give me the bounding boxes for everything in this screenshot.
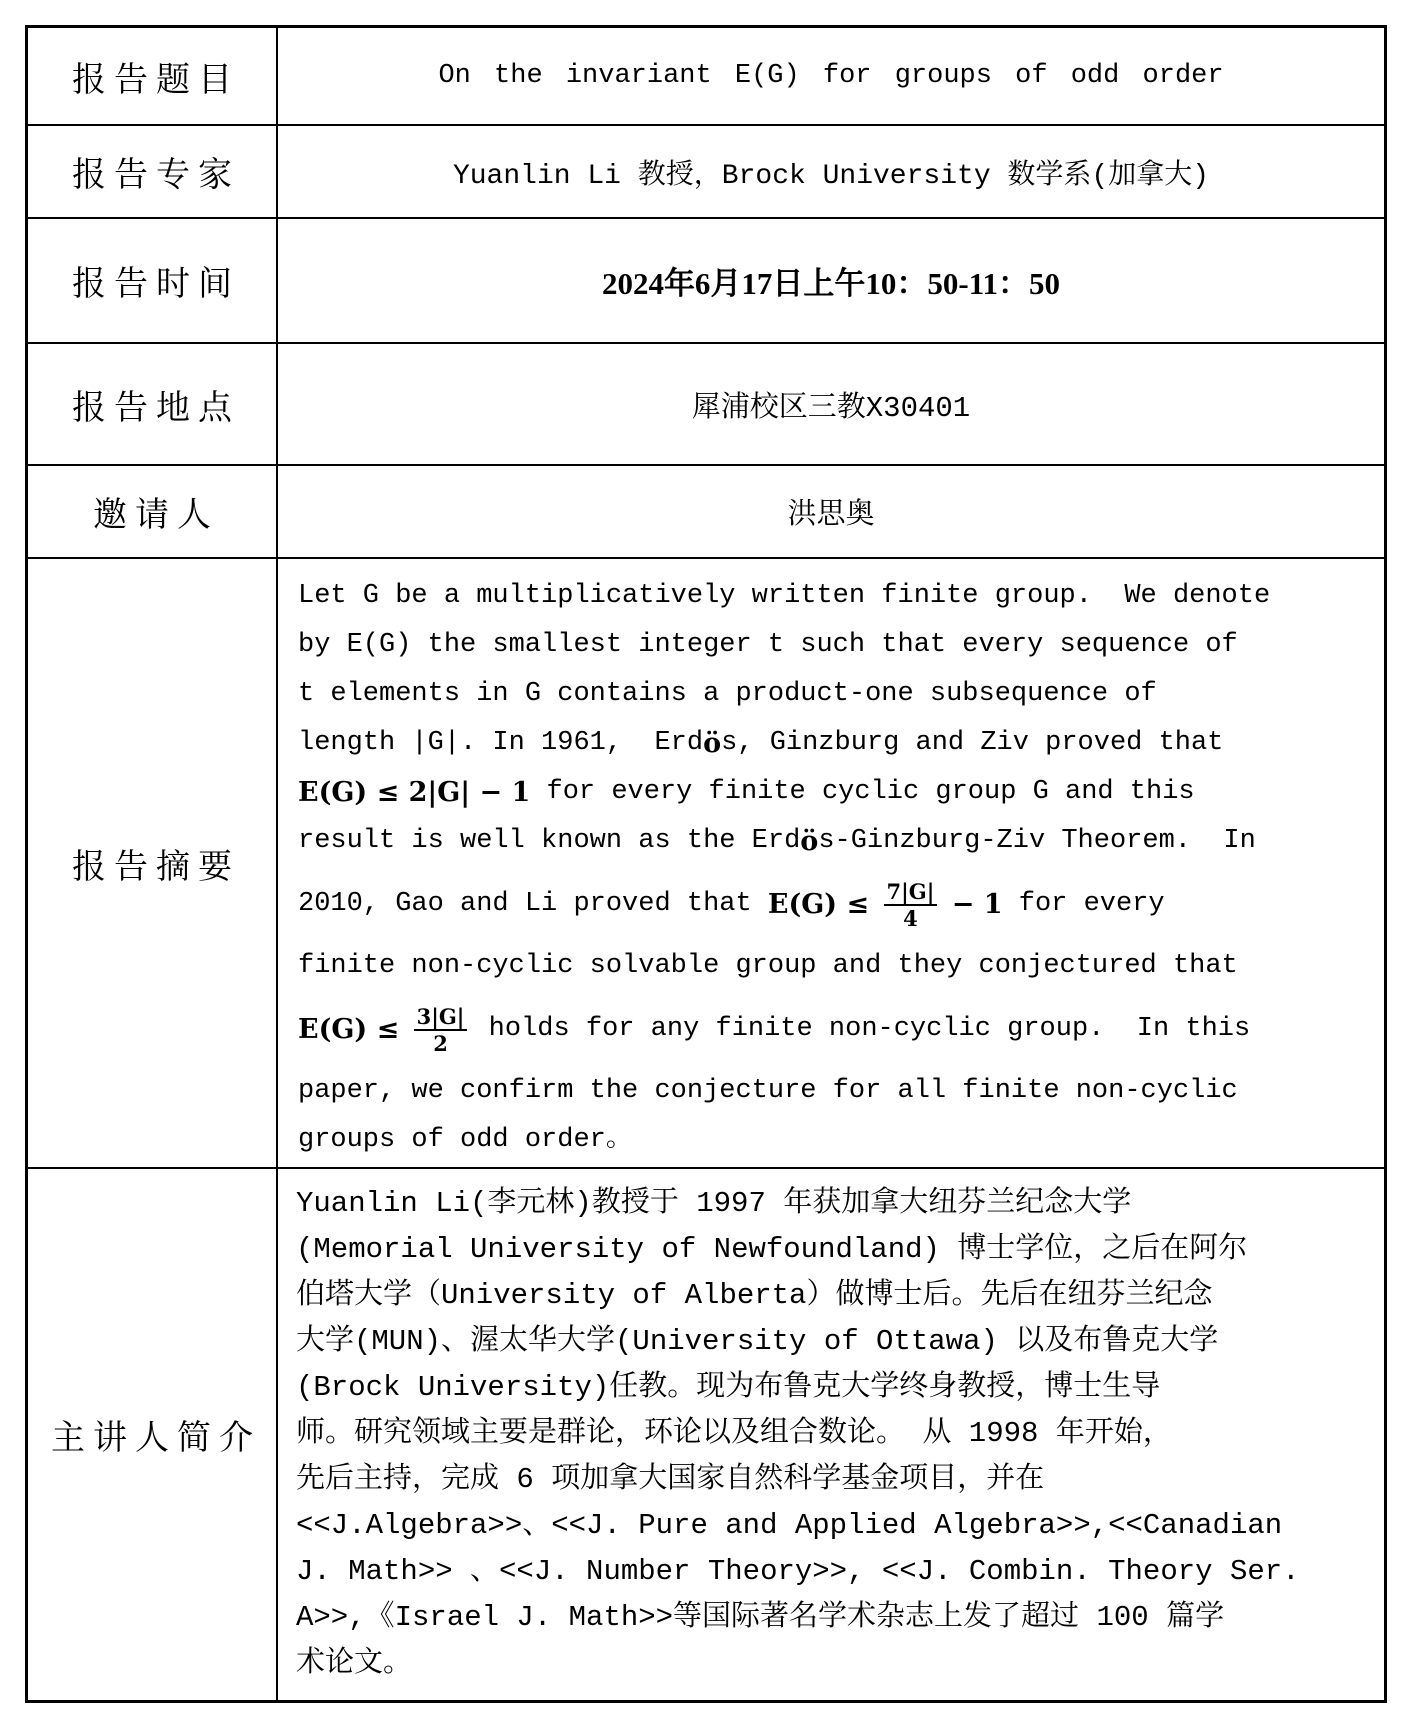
bio-line: A>>,《Israel J. Math>>等国际著名学术杂志上发了超过 100 篇学 [296,1601,1225,1634]
abstract-text: for every finite cyclic group G and this [530,777,1195,807]
abstract-line [298,768,1364,817]
bio-line: Yuanlin Li(李元林)教授于 1997 年获加拿大纽芬兰纪念大学 [296,1187,1132,1220]
math-text: − 1 [942,888,1003,920]
abstract-text: Let G be a multiplicatively written finite group. We denote [298,581,1271,611]
abstract-text: finite non-cyclic solvable group and they conjectured that [298,951,1238,981]
row-label-location: 报告地点 [28,342,278,464]
fraction: $\frac{7|G|}{4}$ [884,879,938,931]
abstract-line [298,866,1364,942]
seminar-table [25,25,1387,1703]
bio-line: (Brock University)任教。现为布鲁克大学终身教授，博士生导 [296,1371,1161,1404]
abstract-line [298,942,1364,991]
math-text: ö [800,826,819,857]
abstract-text: 2010, Gao and Li proved that [298,888,768,919]
math-text: E(G) ≤ [298,1013,409,1045]
bio-line: 大学(MUN)、渥太华大学(University of Ottawa) 以及布鲁克大学 [296,1325,1219,1358]
abstract-line [298,621,1364,670]
abstract-line [298,817,1364,866]
bio-line: (Memorial University of Newfoundland) 博士学位，之后在阿尔 [296,1233,1248,1266]
report-speaker-value: Yuanlin Li 教授，Brock University 数学系(加拿大) [278,124,1384,217]
row-label-title: 报告题目 [28,28,278,124]
abstract-text: s-Ginzburg-Ziv Theorem. In [818,826,1256,856]
abstract-text: t elements in G contains a product-one subsequence of [298,679,1157,709]
abstract-line [298,719,1364,768]
abstract-text: holds for any finite non-cyclic group. In this [472,1013,1251,1044]
bio-line: 术论文。 [296,1647,413,1680]
row-label-abstract: 报告摘要 [28,557,278,1167]
abstract-line [298,991,1364,1067]
report-inviter-value: 洪思奥 [278,464,1384,557]
row-label-speaker: 报告专家 [28,124,278,217]
report-time-value: 2024年6月17日上午10：50-11：50 [278,217,1384,342]
abstract-text: length |G|. In 1961, Erd [298,728,704,758]
bio-line: J. Math>> 、<<J. Number Theory>>, <<J. Combin. Theory Ser. [296,1555,1300,1588]
bio-line: 师。研究领域主要是群论，环论以及组合数论。 从 1998 年开始， [296,1417,1172,1450]
abstract-text: groups of odd order。 [298,1125,633,1155]
abstract-line [298,572,1364,621]
report-title-value: On the invariant E(G) for groups of odd order [438,61,1224,91]
math-text: E(G) ≤ [767,888,879,920]
row-label-time: 报告时间 [28,217,278,342]
bio-line: 先后主持，完成 6 项加拿大国家自然科学基金项目，并在 [296,1463,1045,1496]
bio-line: 伯塔大学（University of Alberta）做博士后。先后在纽芬兰纪念 [296,1279,1213,1312]
math-text: E(G) ≤ 2|G| − 1 [298,777,531,808]
abstract-line [298,1116,1364,1165]
abstract-text: for every [1002,888,1165,919]
bio-lines [278,1167,1384,1700]
abstract-text: s, Ginzburg and Ziv proved that [721,728,1224,758]
abstract-lines [278,557,1384,1167]
row-label-bio: 主讲人简介 [28,1167,278,1700]
fraction: $\frac{3|G|}{2}$ [414,1004,468,1056]
abstract-text: result is well known as the Erd [298,826,801,856]
row-label-inviter: 邀请人 [28,464,278,557]
abstract-text: by E(G) the smallest integer t such that every sequence of [298,630,1238,660]
abstract-text: paper, we confirm the conjecture for all finite non-cyclic [298,1076,1238,1106]
math-text: ö [703,728,722,759]
abstract-line [298,1067,1364,1116]
bio-line: <<J.Algebra>>、<<J. Pure and Applied Algebra>>,<<Canadian [296,1509,1283,1542]
abstract-line [298,670,1364,719]
report-location-value: 犀浦校区三教X30401 [278,342,1384,464]
